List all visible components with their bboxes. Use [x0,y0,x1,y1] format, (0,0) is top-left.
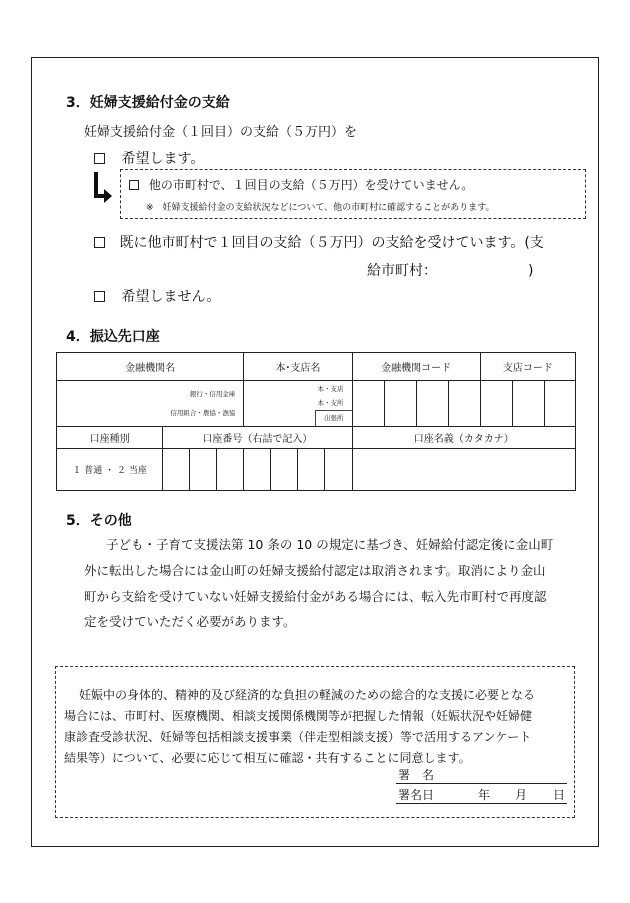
section3-heading: 3．妊婦支援給付金の支給 [66,95,230,111]
branch-code-digit-3[interactable] [544,381,575,427]
section3-intro: 妊婦支援給付金（１回目）の支給（５万円）を [84,125,358,140]
account-number-digit-2[interactable] [190,449,217,491]
bank-code-digit-1[interactable] [352,381,384,427]
branch-code-digit-1[interactable] [480,381,512,427]
signature-date-month: 月 [515,788,528,802]
bank-code-digit-2[interactable] [384,381,416,427]
account-number-digit-7[interactable] [325,449,352,491]
signature-label: 署 名 [398,768,435,782]
section5-line3: 町から支給を受けていない妊婦支援給付金がある場合には、転入先市町村で再度認 [84,589,547,604]
bank-code-digit-4[interactable] [448,381,480,427]
bank-type-1: 銀行・信用金庫 [189,389,236,398]
account-number-digit-6[interactable] [298,449,325,491]
sub-option-note: ※ 妊婦支援給付金の支給状況などについて、他の市町村に確認することがあります。 [146,203,495,213]
option-not-wish[interactable] [94,286,220,306]
option-not-wish-label: 希望しません。 [121,289,221,305]
checkbox-already-received[interactable] [94,237,105,248]
header-bank-name: 金融機関名 [57,353,244,381]
branch-code-digit-2[interactable] [512,381,544,427]
header-account-number: 口座番号（右詰で記入） [163,427,352,449]
section5-line1: 子ども・子育て支援法第 10 条の 10 の規定に基づき、妊婦給付認定後に金山町 [106,537,554,552]
sub-option-label: 他の市町村で、１回目の支給（５万円）を受けていません。 [148,178,474,192]
sub-option[interactable] [129,176,473,193]
checkbox-not-wish[interactable] [94,291,105,302]
bank-account-table [56,352,576,491]
header-account-type: 口座種別 [57,427,163,449]
consent-line4: 結果等）について、必要に応じて相互に確認・共有することに同意します。 [64,751,471,765]
branch-type-1: 本・支店 [317,384,344,393]
branch-type-2: 本・支所 [317,398,344,407]
section5-line4: 定を受けていただく必要があります。 [84,614,296,629]
section4-heading: 4．振込先口座 [66,329,160,345]
signature-date-label: 署名日 [398,788,435,802]
account-name-input[interactable] [352,449,575,491]
header-bank-code: 金融機関コード [352,353,480,381]
section5-line2: 外に転出した場合には金山町の妊婦支援給付認定は取消されます。取消により金山 [84,563,546,578]
bank-name-input[interactable] [57,381,244,427]
account-number-digit-1[interactable] [163,449,190,491]
checkbox-wish[interactable] [94,153,105,164]
consent-line1: 妊娠中の身体的、精神的及び経済的な負担の軽減のための総合的な支援に必要となる [79,688,536,702]
option-wish[interactable] [94,148,204,168]
bank-code-digit-3[interactable] [416,381,448,427]
option-already-received-label: 既に他市町村で１回目の支給（５万円）の支給を受けています。(支 [119,235,544,251]
header-account-name: 口座名義（カタカナ） [352,427,575,449]
account-number-digit-4[interactable] [244,449,271,491]
signature-date-field[interactable] [396,803,567,804]
account-number-digit-5[interactable] [271,449,298,491]
consent-line2: 場合には、市町村、医療機関、相談支援関係機関等が把握した情報（妊娠状況や妊婦健 [64,709,533,723]
account-type-select[interactable]: １ 普通 ・ ２ 当座 [57,449,163,491]
section5-heading: 5．その他 [66,513,132,529]
bank-type-2: 信用組合・農協・漁協 [170,408,236,417]
option-already-received[interactable] [94,232,544,252]
arrow-down-right-icon [92,170,114,206]
account-number-digit-3[interactable] [217,449,244,491]
option-wish-label: 希望します。 [121,151,205,167]
signature-field[interactable] [396,783,567,784]
header-branch-code: 支店コード [480,353,575,381]
branch-name-input[interactable] [244,381,352,427]
consent-line3: 康診査受診状況、妊婦等包括相談支援事業（伴走型相談支援）等で活用するアンケート [64,730,532,744]
checkbox-not-received[interactable] [129,180,139,190]
branch-type-3: 出張所 [315,410,352,426]
option-already-received-line2: 給市町村： ) [367,263,534,279]
signature-date-year: 年 [478,788,491,802]
header-branch-name: 本･支店名 [244,353,352,381]
signature-date-day: 日 [553,788,566,802]
